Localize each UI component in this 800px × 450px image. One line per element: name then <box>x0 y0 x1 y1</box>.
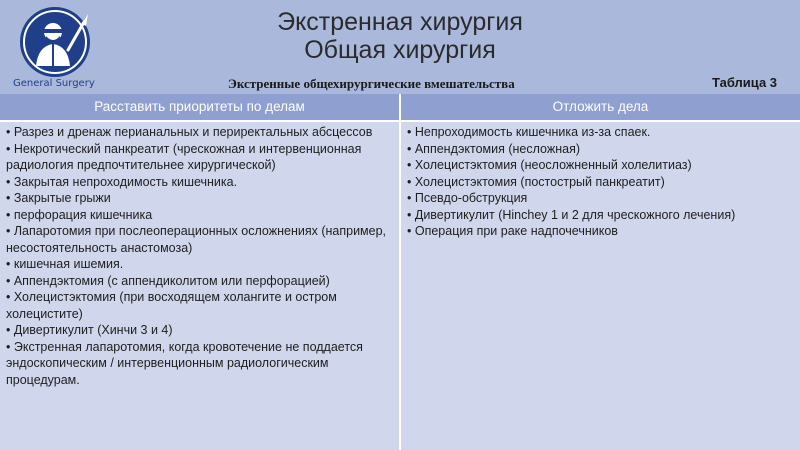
page-subtitle: Общая хирургия <box>304 36 496 64</box>
list-item: • Аппендэктомия (несложная) <box>407 141 581 156</box>
list-item: • Лапаротомия при послеоперационных осложнениях (например, несостоятельность анастомоза) <box>6 224 387 255</box>
list-item: • Аппендэктомия (с аппендиколитом или перфорацией) <box>6 273 330 288</box>
list-item: • Непроходимость кишечника из-за спаек. <box>407 125 651 139</box>
list-item: • Закрытые грыжи <box>6 191 111 205</box>
postpone-cell <box>401 122 800 450</box>
list-item: • Некротический панкреатит (чрескожная и интервенционная радиология предпочтительнее хирургической) <box>6 141 362 172</box>
page-title: Экстренная хирургия <box>277 8 523 36</box>
list-item: • Холецистэктомия (неосложненный холелитиаз) <box>407 158 692 172</box>
list-item: • перфорация кишечника <box>6 207 153 222</box>
list-item: • Разрез и дренаж перианальных и периректальных абсцессов <box>6 125 373 139</box>
prioritize-cell <box>0 122 399 450</box>
list-item: • Экстренная лапаротомия, когда кровотечение не поддается эндоскопическим / интервенционным радиологическим процедурам. <box>6 339 363 387</box>
list-item: • Дивертикулит (Hinchey 1 и 2 для чрескожного лечения) <box>407 207 736 222</box>
list-item: • Холецистэктомия (при восходящем холангите и остром холецистите) <box>6 290 337 321</box>
priority-table <box>0 94 800 450</box>
list-item: • Холецистэктомия (постострый панкреатит) <box>407 174 665 189</box>
list-item: • Операция при раке надпочечников <box>407 224 618 238</box>
postpone-list <box>407 124 796 240</box>
logo-caption: General Surgery <box>13 78 95 89</box>
column-header-postpone: Отложить дела <box>401 94 800 122</box>
list-item: • Дивертикулит (Хинчи 3 и 4) <box>6 323 173 337</box>
prioritize-list <box>6 124 395 388</box>
list-item: • Псевдо-обструкция <box>407 191 528 205</box>
table-caption: Экстренные общехирургические вмешательства <box>228 76 515 91</box>
column-header-prioritize: Расставить приоритеты по делам <box>0 94 399 122</box>
list-item: • кишечная ишемия. <box>6 257 124 271</box>
list-item: • Закрытая непроходимость кишечника. <box>6 174 238 189</box>
table-number: Таблица 3 <box>712 75 778 90</box>
